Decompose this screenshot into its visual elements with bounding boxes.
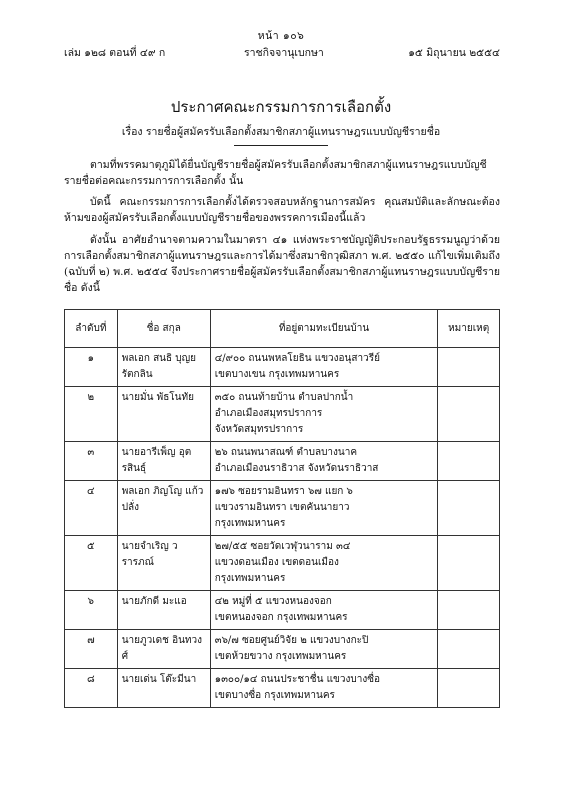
table-row [65,481,500,536]
table-row [65,630,500,669]
candidate-address [210,481,438,536]
candidate-address [210,669,438,708]
paragraph-3: ดังนั้น อาศัยอำนาจตามความในมาตรา ๔๑ แห่งพระราชบัญญัติประกอบรัฐธรรมนูญว่าด้วยการเลือกตั้งสมาชิกสภาผู้แทนราษฎรและการได้มาซึ่งสมาชิกวุฒิสภา พ.ศ. ๒๕๕๐ แก้ไขเพิ่มเติมถึง (ฉบับที่ ๒) พ.ศ. ๒๕๕๔ จึงประกาศรายชื่อผู้สมัครรับเลือกตั้งสมาชิกสภาผู้แทนราษฎรแบบบัญชีรายชื่อ ดังนี้ [64,234,500,294]
gazette-header [64,44,500,58]
paragraph-2: บัดนี้ คณะกรรมการการเลือกตั้งได้ตรวจสอบหลักฐานการสมัคร คุณสมบัติและลักษณะต้องห้ามของผู้สมัครรับเลือกตั้งแบบบัญชีรายชื่อของพรรคการเมืองนี้แล้ว [64,196,500,224]
candidate-address [210,348,438,387]
table-row [65,591,500,630]
address-line: ๔๒ หมู่ที่ ๕ แขวงหนองจอก [214,596,332,607]
address-line: ๒๗/๕๕ ซอยวัดเวฬุวนาราม ๓๔ [214,541,351,552]
candidate-remarks [438,387,500,442]
candidate-order: ๒ [65,387,118,442]
address-line: ๑๓๐๐/๑๔ ถนนประชาชื่น แขวงบางซื่อ [214,674,381,685]
candidate-address [210,591,438,630]
candidate-name: นายมั่น พัธโนทัย [117,387,210,442]
address-line: ๔/๙๐๐ ถนนพหลโยธิน แขวงอนุสาวรีย์ [214,353,380,364]
candidate-order: ๕ [65,536,118,591]
address-line: ๒๖ ถนนพนาสณฑ์ ตำบลบางนาค [214,447,358,458]
paragraph-1: ตามที่พรรคมาตุภูมิได้ยื่นบัญชีรายชื่อผู้สมัครรับเลือกตั้งสมาชิกสภาผู้แทนราษฎรแบบบัญชีรายชื่อต่อคณะกรรมการการเลือกตั้ง นั้น [64,159,487,187]
table-row [65,348,500,387]
address-line: เขตบางซื่อ กรุงเทพมหานคร [214,690,335,701]
address-line: เขตห้วยขวาง กรุงเทพมหานคร [214,651,347,662]
candidate-name: นายภูวเดช อินทวงศ์ [117,630,210,669]
candidate-name: นายจำเริญ วรารภณ์ [117,536,210,591]
table-row [65,387,500,442]
candidate-remarks [438,669,500,708]
title-divider [234,145,328,146]
candidate-remarks [438,536,500,591]
address-line: ๓๖/๗ ซอยศูนย์วิจัย ๒ แขวงบางกะปิ [214,635,369,646]
address-line: ๑๗๖ ซอยรามอินทรา ๖๗ แยก ๖ [214,486,353,497]
candidate-remarks [438,591,500,630]
address-line: เขตบางเขน กรุงเทพมหานคร [214,369,340,380]
table-row [65,669,500,708]
candidate-name: นายเด่น โต๊ะมีนา [117,669,210,708]
table-header-row [65,310,500,348]
address-line: แขวงดอนเมือง เขตดอนเมือง [214,557,339,568]
gazette-name: ราชกิจจานุเบกษา [244,47,324,59]
candidate-remarks [438,348,500,387]
candidate-name: พลเอก ภิญโญ แก้วปลั่ง [117,481,210,536]
address-line: เขตหนองจอก กรุงเทพมหานคร [214,612,348,623]
candidate-remarks [438,630,500,669]
address-line: อำเภอเมืองสมุทรปราการ [214,408,323,419]
volume-issue: เล่ม ๑๒๘ ตอนที่ ๔๙ ก [64,47,166,59]
address-line: กรุงเทพมหานคร [214,573,286,584]
address-line: อำเภอเมืองนราธิวาส จังหวัดนราธิวาส [214,463,379,474]
candidate-table [64,309,500,708]
address-line: กรุงเทพมหานคร [214,518,286,529]
address-line: ๓๕๐ ถนนท้ายบ้าน ตำบลปากน้ำ [214,392,354,403]
candidate-name: นายอารีเพ็ญ อุตรสินธุ์ [117,442,210,481]
candidate-remarks [438,481,500,536]
candidate-order: ๖ [65,591,118,630]
announcement-subject: เรื่อง รายชื่อผู้สมัครรับเลือกตั้งสมาชิกสภาผู้แทนราษฎรแบบบัญชีรายชื่อ [121,126,441,138]
address-line: แขวงรามอินทรา เขตคันนายาว [214,502,350,513]
column-header-order: ลำดับที่ [65,310,118,348]
announcement-title: ประกาศคณะกรรมการการเลือกตั้ง [170,98,392,116]
column-header-address: ที่อยู่ตามทะเบียนบ้าน [210,310,438,348]
candidate-address [210,387,438,442]
table-row [65,536,500,591]
candidate-order: ๑ [65,348,118,387]
candidate-address [210,442,438,481]
candidate-address [210,630,438,669]
candidate-order: ๗ [65,630,118,669]
publication-date: ๑๕ มิถุนายน ๒๕๕๔ [408,47,500,59]
page-number: หน้า ๑๐๖ [257,30,305,42]
candidate-order: ๔ [65,481,118,536]
address-line: จังหวัดสมุทรปราการ [214,424,304,435]
candidate-name: นายภักดี มะแอ [117,591,210,630]
candidate-table-body [65,348,500,708]
candidate-order: ๘ [65,669,118,708]
table-row [65,442,500,481]
candidate-order: ๓ [65,442,118,481]
candidate-name: พลเอก สนธิ บุญยรัตกลิน [117,348,210,387]
column-header-name: ชื่อ สกุล [117,310,210,348]
column-header-remarks: หมายเหตุ [438,310,500,348]
candidate-remarks [438,442,500,481]
candidate-address [210,536,438,591]
